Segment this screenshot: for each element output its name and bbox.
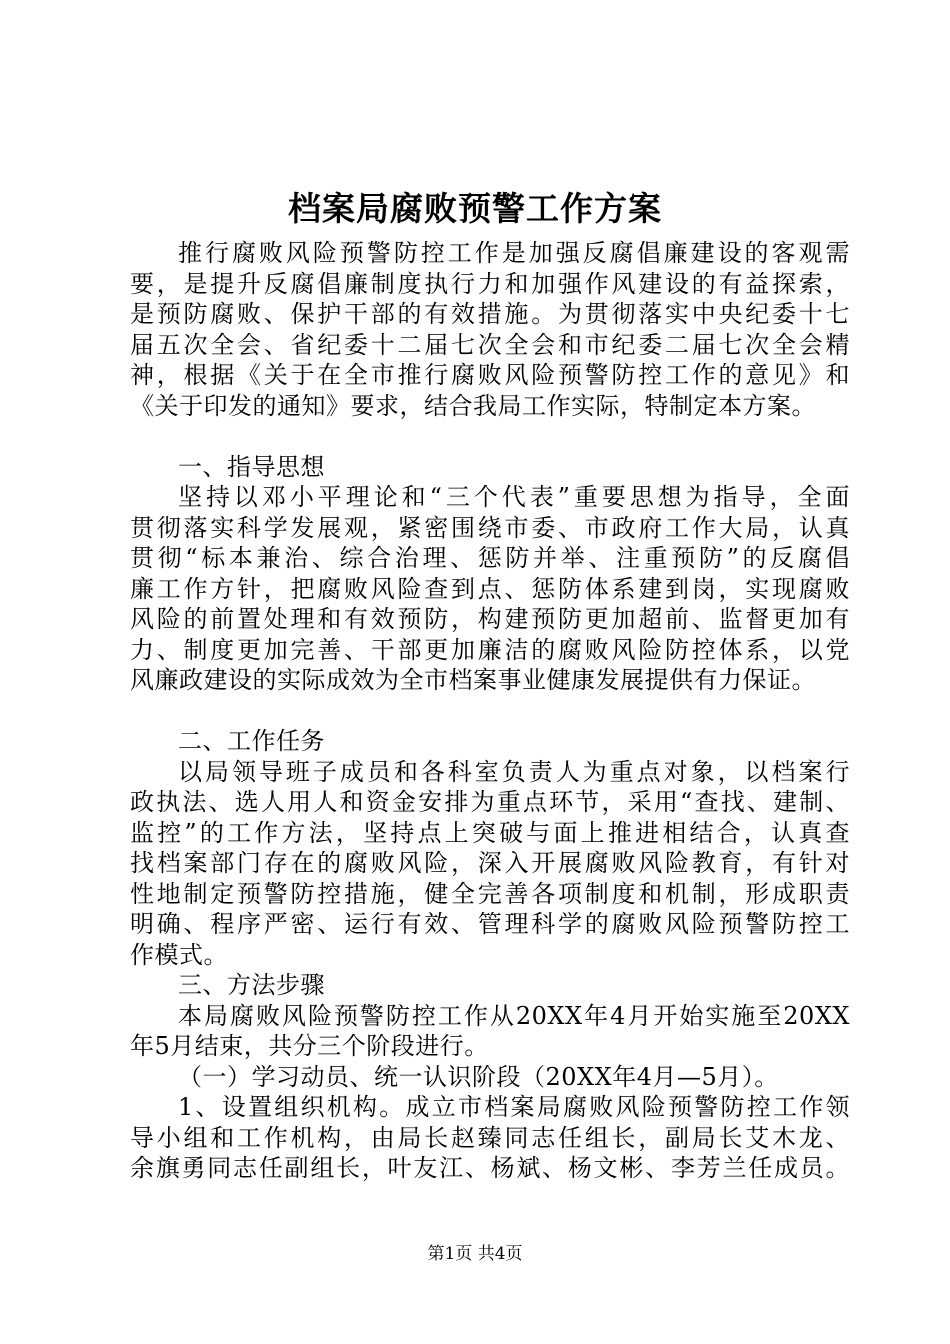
paragraph-line: 监控”的工作方法，坚持点上突破与面上推进相结合，认真查 (130, 818, 850, 847)
section-work-tasks (130, 726, 850, 970)
paragraph-line: 本局腐败风险预警防控工作从20XX年4月开始实施至20XX (178, 1001, 850, 1030)
paragraph-line: 政执法、选人用人和资金安排为重点环节，采用“查找、建制、 (130, 788, 850, 816)
paragraph-line: 力、制度更加完善、干部更加廉洁的腐败风险防控体系，以党 (130, 635, 850, 664)
paragraph-line: 明确、程序严密、运行有效、管理科学的腐败风险预警防控工 (130, 910, 850, 938)
paragraph-line: 风险的前置处理和有效预防，构建预防更加超前、监督更加有 (130, 605, 850, 633)
paragraph-line: 1、设置组织机构。成立市档案局腐败风险预警防控工作领 (178, 1093, 850, 1121)
section-heading: 二、工作任务 (178, 727, 325, 755)
paragraph-line: 坚持以邓小平理论和“三个代表”重要思想为指导，全面 (178, 483, 850, 511)
paragraph-gap (130, 696, 850, 727)
paragraph-line: 以局领导班子成员和各科室负责人为重点对象，以档案行 (178, 757, 850, 786)
paragraph-line: 神，根据《关于在全市推行腐败风险预警防控工作的意见》和 (130, 361, 850, 389)
paragraph-line: 《关于印发的通知》要求，结合我局工作实际，特制定本方案。 (130, 391, 816, 420)
page-footer: 第1页 共4页 (427, 1244, 523, 1264)
section-heading: 一、指导思想 (178, 452, 325, 481)
section-method-steps (130, 970, 850, 1184)
paragraph-gap (130, 421, 850, 452)
phase-heading: （一）学习动员、统一认识阶段（20XX年4月—5月）。 (178, 1062, 779, 1091)
paragraph-line: 届五次全会、省纪委十二届七次全会和市纪委二届七次全会精 (130, 330, 850, 359)
intro-paragraph (130, 238, 850, 421)
paragraph-line: 贯彻“标本兼治、综合治理、惩防并举、注重预防”的反腐倡 (130, 544, 850, 572)
paragraph-line: 年5月结束，共分三个阶段进行。 (130, 1032, 489, 1060)
paragraph-line: 是预防腐败、保护干部的有效措施。为贯彻落实中央纪委十七 (130, 300, 850, 328)
document-body (130, 238, 850, 1184)
document-title: 档案局腐败预警工作方案 (288, 189, 662, 228)
paragraph-line: 要，是提升反腐倡廉制度执行力和加强作风建设的有益探索， (130, 269, 850, 298)
paragraph-line: 找档案部门存在的腐败风险，深入开展腐败风险教育，有针对 (130, 849, 850, 877)
paragraph-line: 廉工作方针，把腐败风险查到点、惩防体系建到岗，实现腐败 (130, 574, 850, 603)
paragraph-line: 贯彻落实科学发展观，紧密围绕市委、市政府工作大局，认真 (130, 513, 850, 542)
paragraph-line: 余旗勇同志任副组长，叶友江、杨斌、杨文彬、李芳兰任成员。 (130, 1154, 850, 1182)
paragraph-line: 风廉政建设的实际成效为全市档案事业健康发展提供有力保证。 (130, 666, 816, 694)
paragraph-line: 作模式。 (130, 940, 228, 969)
section-guiding-thought (130, 452, 850, 696)
paragraph-line: 导小组和工作机构，由局长赵臻同志任组长，副局长艾木龙、 (130, 1123, 850, 1152)
section-heading: 三、方法步骤 (178, 971, 325, 999)
paragraph-line: 推行腐败风险预警防控工作是加强反腐倡廉建设的客观需 (178, 239, 850, 267)
paragraph-line: 性地制定预警防控措施，健全完善各项制度和机制，形成职责 (130, 879, 850, 908)
